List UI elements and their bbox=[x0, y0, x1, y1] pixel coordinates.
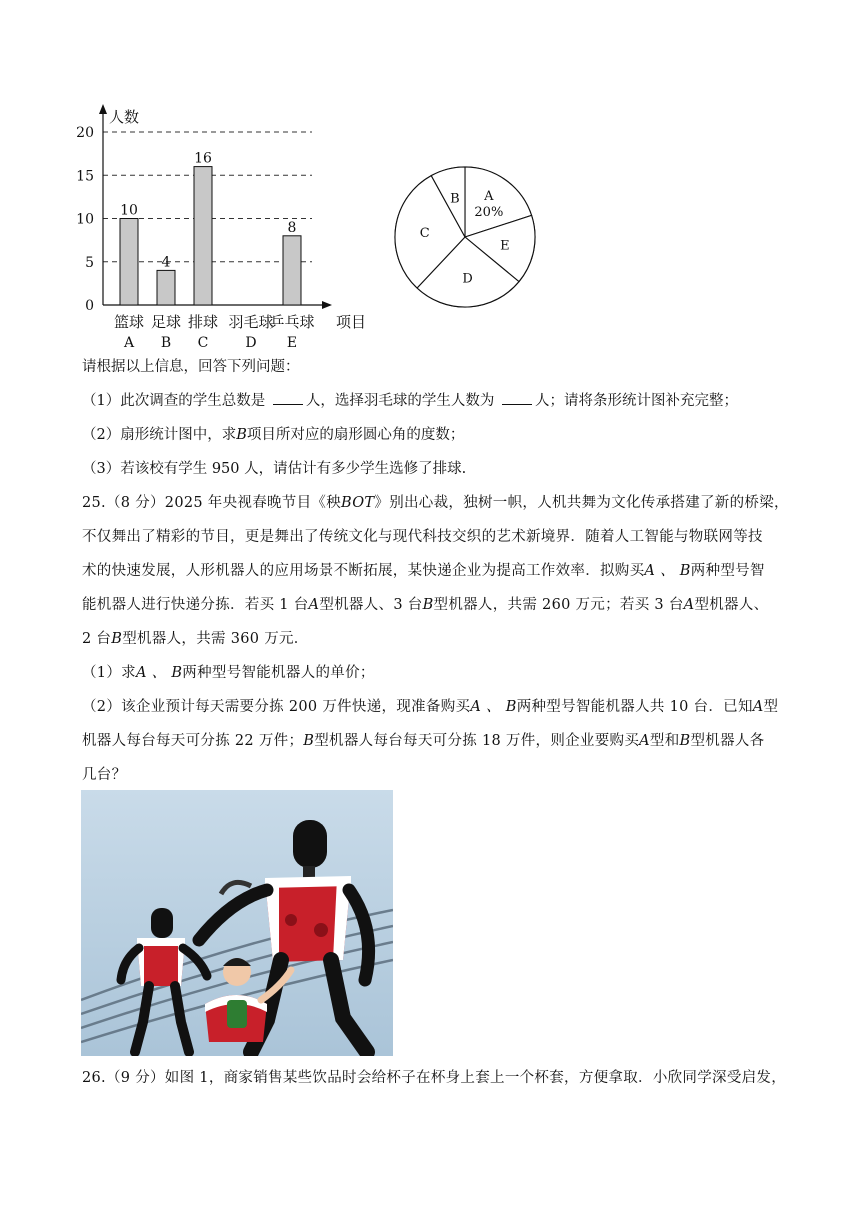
p25-q2l2-var-a: A bbox=[639, 733, 650, 749]
p25-head-b: 》别出心裁，独树一帜，人机共舞为文化传承搭建了新的桥梁， bbox=[374, 495, 789, 511]
bar-C bbox=[194, 167, 212, 305]
p25-l4-b: 型机器人、3 台 bbox=[319, 597, 423, 613]
y-tick-label-0: 0 bbox=[85, 298, 94, 314]
p25-q2l2-b: 型机器人每台每天可分拣 18 万件，则企业要购买 bbox=[314, 733, 640, 749]
data-label-A: 10 bbox=[120, 202, 138, 219]
p25-q2-c: 型 bbox=[763, 699, 779, 715]
bar-E bbox=[283, 236, 301, 305]
p25-head-var: BOT bbox=[341, 495, 375, 511]
q2-text-b: 项目所对应的扇形圆心角的度数； bbox=[246, 427, 465, 443]
category-label-E: 乒乓球 bbox=[269, 313, 315, 331]
q1-text-b: 人，选择羽毛球的学生人数为 bbox=[305, 393, 495, 409]
p25-l4-c: 型机器人，共需 260 万元；若买 3 台 bbox=[433, 597, 684, 613]
p25-head-a: 25.（8 分）2025 年央视春晚节目《秧 bbox=[82, 495, 342, 511]
y-tick-label-20: 20 bbox=[76, 125, 94, 141]
p25-line-1 bbox=[82, 493, 789, 513]
p25-q2l2-c: 型和 bbox=[649, 733, 680, 749]
p25-q2-var: A 、 B bbox=[470, 699, 517, 715]
question-3: （3）若该校有学生 950 人，请估计有多少学生选修了排球. bbox=[82, 461, 467, 477]
answer-blank-badminton[interactable] bbox=[502, 404, 532, 405]
p25-line-2: 不仅舞出了精彩的节目，更是舞出了传统文化与现代科技交织的艺术新境界．随着人工智能与物联网等技 bbox=[82, 529, 763, 545]
p25-l5-a: 2 台 bbox=[82, 631, 112, 647]
p25-line-3 bbox=[82, 561, 765, 581]
p25-q2l2-var-b: B bbox=[303, 733, 315, 749]
category-label-D: 羽毛球 bbox=[228, 313, 274, 331]
p25-question-2 bbox=[82, 697, 778, 717]
y-tick-label-5: 5 bbox=[85, 254, 94, 271]
category-letter-C: C bbox=[197, 335, 209, 351]
robot-dance-photo bbox=[81, 790, 393, 1056]
bar-bars bbox=[120, 167, 301, 305]
x-axis-arrow bbox=[322, 301, 332, 309]
p25-l4-var-a2: A bbox=[683, 597, 695, 613]
y-tick-label-10: 10 bbox=[76, 211, 94, 228]
robot-dance-illustration bbox=[81, 790, 393, 1056]
data-label-C: 16 bbox=[194, 150, 212, 167]
bar-chart bbox=[70, 100, 370, 362]
p25-q2-var-a: A bbox=[752, 699, 764, 715]
category-letter-E: E bbox=[286, 335, 298, 351]
p25-l5-b: 型机器人，共需 360 万元． bbox=[122, 631, 309, 647]
p25-q1-a: （1）求 bbox=[82, 665, 136, 681]
p25-l4-a: 能机器人进行快递分拣．若买 1 台 bbox=[82, 597, 309, 613]
pie-label-D: D bbox=[462, 271, 473, 287]
bar-A bbox=[120, 219, 138, 306]
x-axis-title: 项目 bbox=[336, 313, 367, 331]
category-label-A: 篮球 bbox=[113, 313, 145, 331]
y-axis-arrow bbox=[99, 104, 107, 114]
p25-l5-var: B bbox=[111, 631, 123, 647]
p25-l3-var: A 、 B bbox=[644, 563, 691, 579]
bar-B bbox=[157, 270, 175, 305]
data-label-B: 4 bbox=[161, 254, 171, 271]
pie-label-C: C bbox=[419, 225, 430, 241]
p25-l3-b: 两种型号智 bbox=[690, 563, 765, 579]
p25-question-2-line-3: 几台？ bbox=[82, 767, 127, 783]
p25-q2l2-a: 机器人每台每天可分拣 22 万件； bbox=[82, 733, 304, 749]
p25-q2l2-var-b2: B bbox=[679, 733, 691, 749]
y-tick-label-15: 15 bbox=[76, 168, 94, 185]
questions-intro: 请根据以上信息，回答下列问题： bbox=[82, 359, 300, 375]
p25-l4-var-a: A bbox=[308, 597, 320, 613]
p25-l4-d: 型机器人、 bbox=[694, 597, 769, 613]
data-label-E: 8 bbox=[287, 219, 297, 236]
answer-blank-total[interactable] bbox=[273, 404, 303, 405]
pie-chart bbox=[390, 165, 540, 315]
q1-text-a: （1）此次调查的学生总数是 bbox=[82, 393, 266, 409]
p25-question-2-line-2 bbox=[82, 731, 764, 751]
p25-l3-a: 术的快速发展，人形机器人的应用场景不断拓展，某快递企业为提高工作效率．拟购买 bbox=[82, 563, 645, 579]
category-label-C: 排球 bbox=[187, 313, 219, 331]
question-2 bbox=[82, 425, 464, 445]
p25-q2-b: 两种型号智能机器人共 10 台．已知 bbox=[516, 699, 753, 715]
q2-text-a: （2）扇形统计图中，求 bbox=[82, 427, 237, 443]
category-label-B: 足球 bbox=[150, 313, 182, 331]
p25-line-5 bbox=[82, 629, 309, 649]
p25-q2-a: （2）该企业预计每天需要分拣 200 万件快递，现准备购买 bbox=[82, 699, 471, 715]
pie-label-E: E bbox=[500, 238, 510, 254]
category-letter-D: D bbox=[245, 335, 257, 351]
p25-q1-var: A 、 B bbox=[135, 665, 183, 681]
p26-line-1: 26.（9 分）如图 1，商家销售某些饮品时会给杯子在杯身上套上一个杯套，方便拿取．小欣同学深受启发， bbox=[82, 1070, 787, 1086]
category-letter-A: A bbox=[123, 335, 135, 351]
p25-q1-b: 两种型号智能机器人的单价； bbox=[182, 665, 375, 681]
pie-value-A: 20% bbox=[474, 205, 504, 221]
p25-line-4 bbox=[82, 595, 768, 615]
question-1 bbox=[82, 391, 738, 411]
p25-q2l2-d: 型机器人各 bbox=[690, 733, 765, 749]
y-axis-title: 人数 bbox=[109, 108, 140, 126]
q2-var: B bbox=[236, 427, 247, 443]
category-letter-B: B bbox=[160, 335, 172, 351]
p25-question-1 bbox=[82, 663, 375, 683]
pie-label-A: A bbox=[484, 189, 494, 205]
q1-text-c: 人；请将条形统计图补充完整； bbox=[534, 393, 738, 409]
p25-l4-var-b: B bbox=[422, 597, 434, 613]
pie-label-B: B bbox=[450, 191, 460, 207]
